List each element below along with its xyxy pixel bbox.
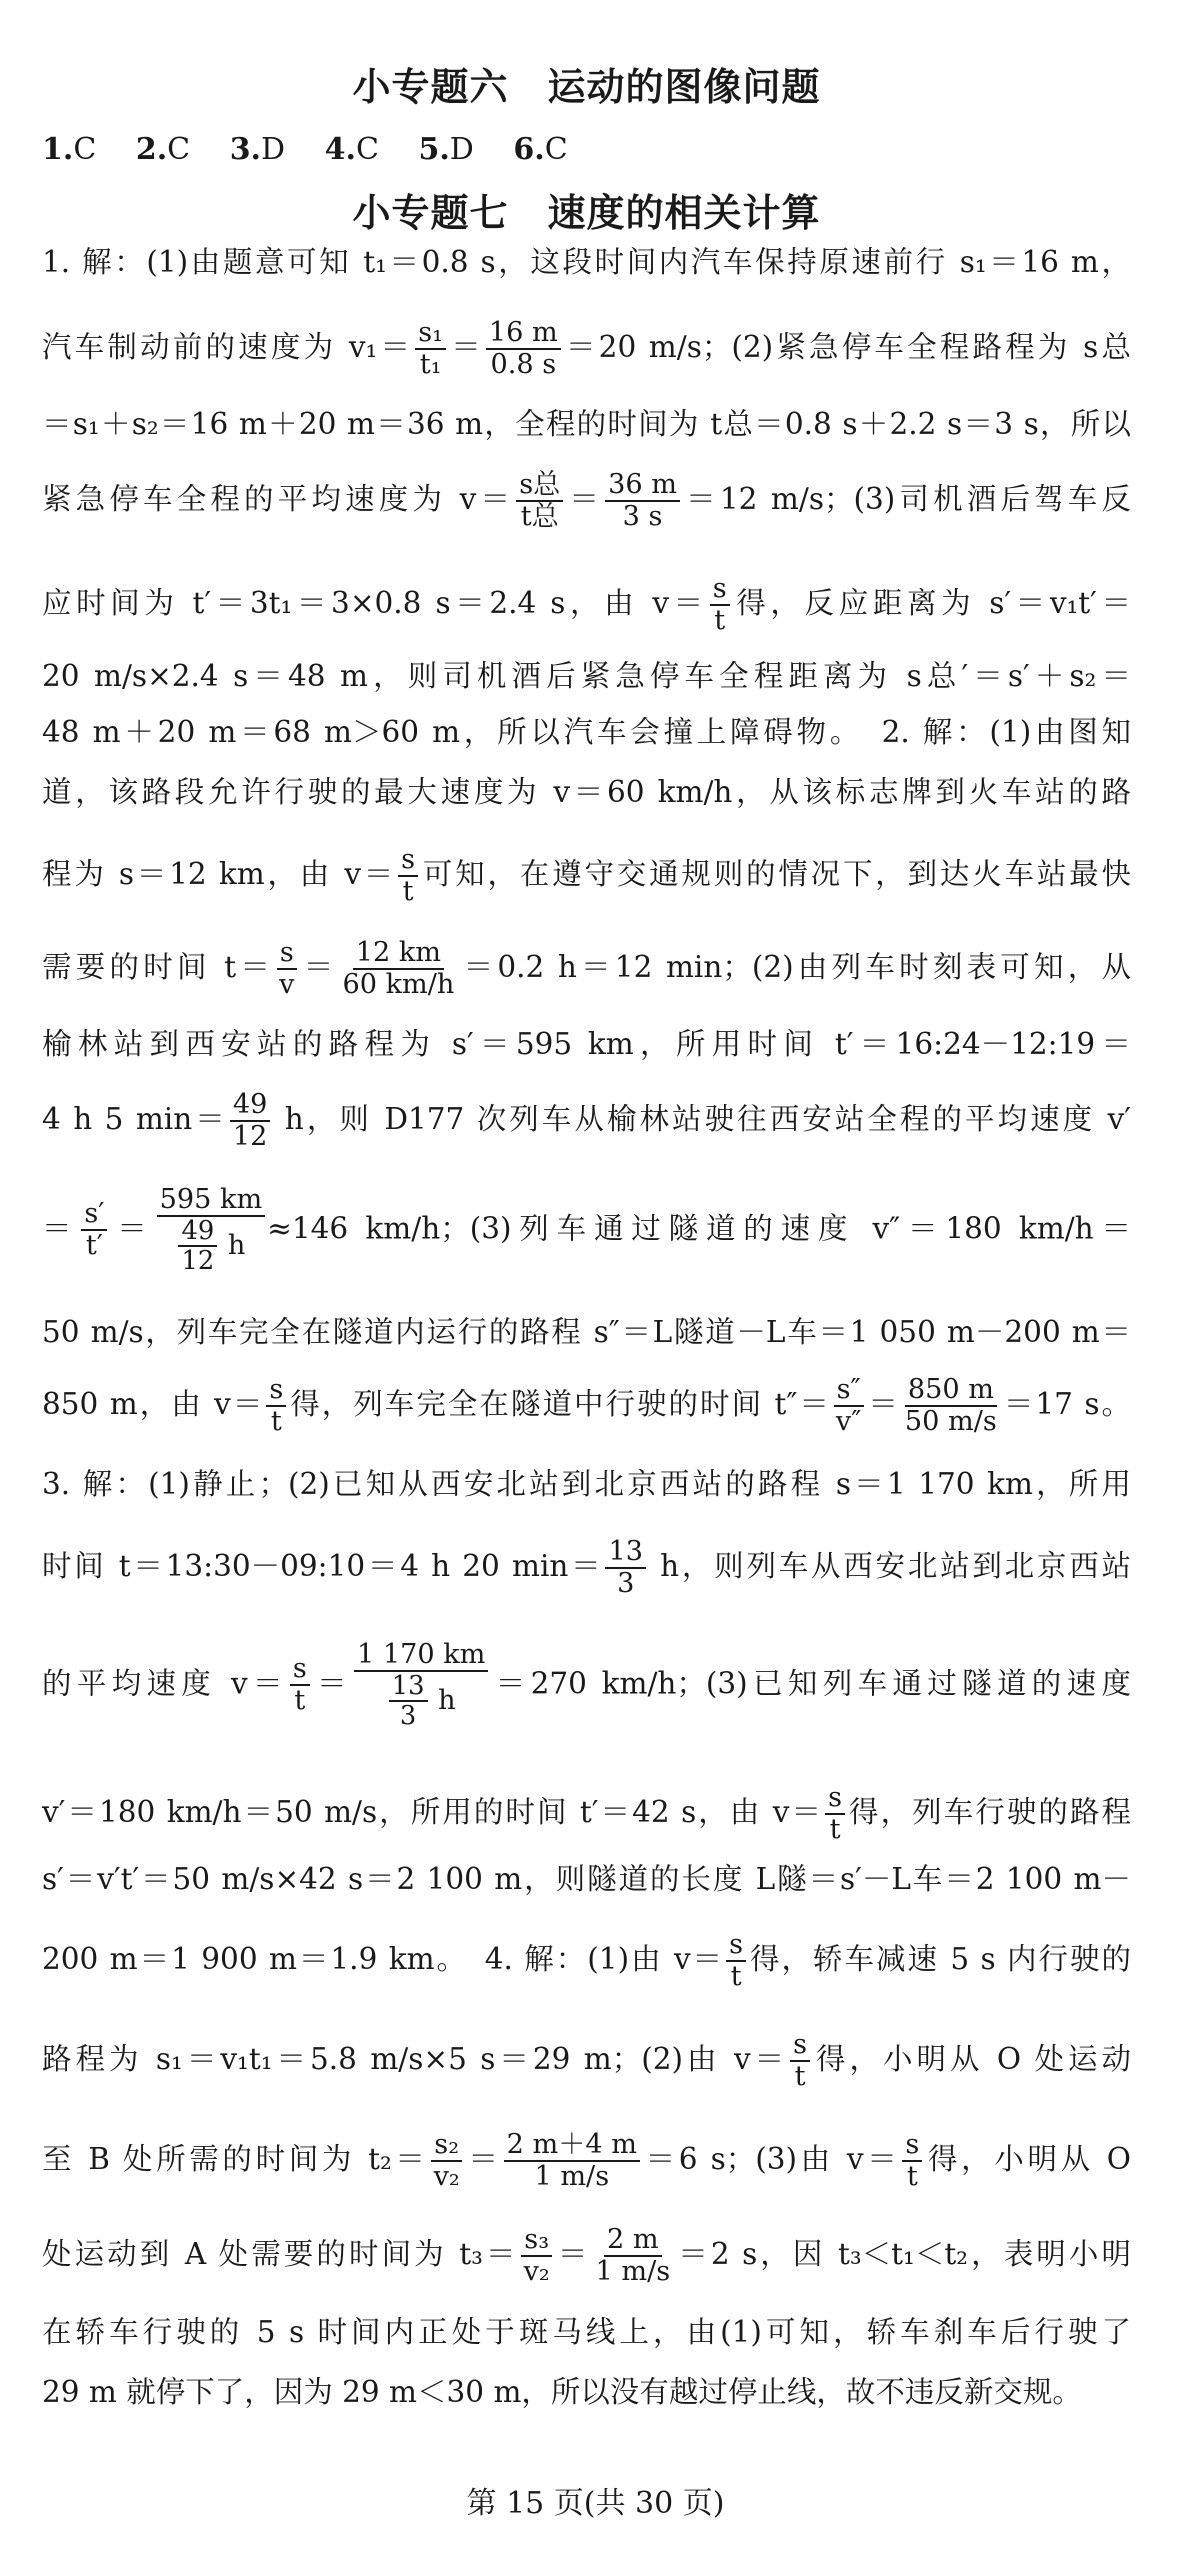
text-line: 路程为 s₁＝v₁t₁＝5.8 m/s×5 s＝29 m；(2)由 v＝ $\frac{s}{t}$ 得，小明从 O 处运动 (42, 2029, 1131, 2092)
text-line: ＝s₁＋s₂＝16 m＋20 m＝36 m，全程的时间为 t总＝0.8 s＋2.2 s＝3 s，所以 (42, 407, 1131, 441)
answer-item: 6.C (513, 132, 568, 167)
text-line: 在轿车行驶的 5 s 时间内正处于斑马线上，由(1)可知，轿车刹车后行驶了 (42, 2315, 1131, 2349)
text-line: 榆林站到西安站的路程为 s′＝595 km，所用时间 t′＝16:24－12:19＝ (42, 1027, 1131, 1061)
text-line: 3. 解：(1)静止；(2)已知从西安北站到北京西站的路程 s＝1 170 km，所用 (42, 1467, 1131, 1501)
text-line: 1. 解：(1)由题意可知 t₁＝0.8 s，这段时间内汽车保持原速前行 s₁＝16 m， (42, 245, 1131, 279)
text-line: 850 m，由 v＝ $\frac{s}{t}$ 得，列车完全在隧道中行驶的时间 t″＝ $\frac{s''}{v''}$ ＝ $\frac{850 m}{50 m/s}$ ＝17 s。 (42, 1374, 1131, 1437)
text-line: 时间 t＝13:30－09:10＝4 h 20 min＝ $\frac{13}{3}$ h，则列车从西安北站到北京西站 (42, 1536, 1131, 1599)
text-line: 道，该路段允许行驶的最大速度为 v＝60 km/h，从该标志牌到火车站的路 (42, 775, 1131, 809)
text-line: 48 m＋20 m＝68 m＞60 m，所以汽车会撞上障碍物。 2. 解：(1)由图知 (42, 715, 1131, 749)
answer-item: 3.D (229, 132, 286, 167)
answer-item: 1.C (42, 132, 97, 167)
text-line: 4 h 5 min＝ $\frac{49}{12}$ h，则 D177 次列车从榆林站驶往西安站全程的平均速度 v′ (42, 1089, 1131, 1152)
text-line: ＝ $\frac{s'}{t'}$ ＝ 595 km $\frac{49}{12}$ h ≈146 km/h；(3)列车通过隧道的速度 v″＝180 km/h＝ (42, 1184, 1131, 1277)
text-line: 需要的时间 t＝ $\frac{s}{v}$ ＝ $\frac{12 km}{60 km/h}$ ＝0.2 h＝12 min；(2)由列车时刻表可知，从 (42, 937, 1132, 1000)
text-line: s′＝v′t′＝50 m/s×42 s＝2 100 m，则隧道的长度 L隧＝s′－L车＝2 100 m－ (42, 1862, 1131, 1896)
text-line: 200 m＝1 900 m＝1.9 km。 4. 解：(1)由 v＝ $\frac{s}{t}$ 得，轿车减速 5 s 内行驶的 (42, 1929, 1131, 1992)
text-line: 50 m/s，列车完全在隧道内运行的路程 s″＝L隧道－L车＝1 050 m－200 m＝ (42, 1315, 1132, 1349)
text-line: 程为 s＝12 km，由 v＝ $\frac{s}{t}$ 可知，在遵守交通规则的情况下，到达火车站最快 (42, 844, 1131, 907)
text-line: 应时间为 t′＝3t₁＝3×0.8 s＝2.4 s，由 v＝ $\frac{s}{t}$ 得，反应距离为 s′＝v₁t′＝ (42, 573, 1131, 636)
text-line: 的平均速度 v＝ $\frac{s}{t}$ ＝ 1 170 km $\frac{13}{3}$ h ＝270 km/h；(3)已知列车通过隧道的速度 (42, 1639, 1131, 1732)
text-line: 20 m/s×2.4 s＝48 m，则司机酒后紧急停车全程距离为 s总′＝s′＋s₂＝ (42, 659, 1131, 693)
text-line: v′＝180 km/h＝50 m/s，所用的时间 t′＝42 s，由 v＝ $\frac{s}{t}$ 得，列车行驶的路程 (42, 1782, 1131, 1845)
answer-item: 5.D (418, 132, 474, 167)
answer-item: 2.C (135, 132, 191, 167)
page-number: 第 15 页(共 30 页) (466, 2486, 725, 2521)
text-line: 紧急停车全程的平均速度为 v＝ $\frac{\text{s总}}{\text{t总}}$ ＝ $\frac{36 m}{3 s}$ ＝12 m/s；(3)司机酒后驾车反 (42, 469, 1131, 532)
answer-item: 4.C (324, 132, 379, 167)
text-line: 至 B 处所需的时间为 t₂＝ $\frac{\text{s₂}}{\text{v₂}}$ ＝ $\frac{2 m+4 m}{1 m/s}$ ＝6 s；(3)由 v＝ $\frac{s}{t}$ 得，小明从 O (42, 2129, 1131, 2192)
choice-answers (42, 122, 1131, 178)
text-line: 29 m 就停下了，因为 29 m＜30 m，所以没有越过停止线，故不违反新交规。 (42, 2375, 1082, 2409)
text-line: 汽车制动前的速度为 v₁＝ $\frac{\text{s₁}}{\text{t₁}}$ ＝ $\frac{16 m}{0.8 s}$ ＝20 m/s；(2)紧急停车全程路程为 s总 (42, 317, 1131, 380)
topic7-title: 小专题七 速度的相关计算 (352, 191, 821, 235)
text-line: 处运动到 A 处需要的时间为 t₃＝ $\frac{\text{s₃}}{\text{v₂}}$ ＝ $\frac{2 m}{1 m/s}$ ＝2 s，因 t₃＜t₁＜t₂，表明小明 (42, 2224, 1131, 2287)
topic6-title: 小专题六 运动的图像问题 (352, 65, 821, 109)
